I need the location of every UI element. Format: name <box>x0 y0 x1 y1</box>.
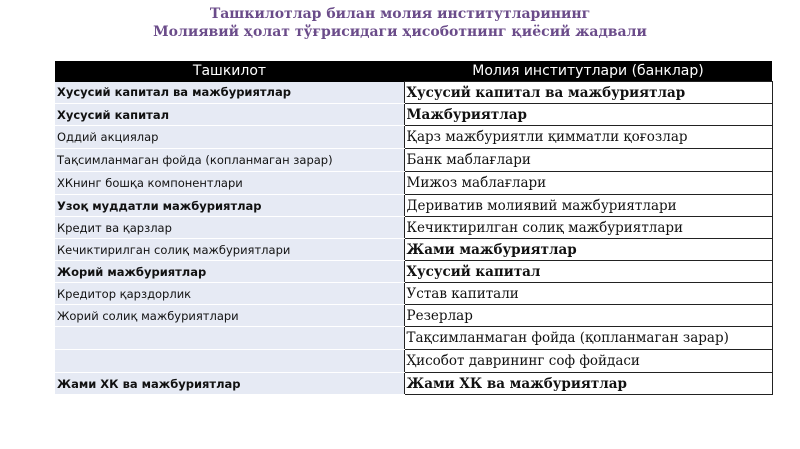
bank-cell: Жами ХК ва мажбуриятлар <box>404 373 772 395</box>
bank-cell: Хусусий капитал ва мажбуриятлар <box>404 82 772 104</box>
table-row <box>55 261 772 283</box>
table-row <box>55 104 772 126</box>
table-row <box>55 126 772 149</box>
bank-cell: Резерлар <box>404 305 772 327</box>
table-row <box>55 172 772 195</box>
table-header-row <box>55 61 772 82</box>
table-title-line-2: Молиявий ҳолат тўғрисидаги ҳисоботнинг қиёсий жадвали <box>153 24 647 40</box>
organization-cell: Жами ХК ва мажбуриятлар <box>55 373 404 395</box>
bank-cell: Устав капитали <box>404 283 772 305</box>
organization-cell: Оддий акциялар <box>55 126 404 149</box>
bank-cell: Жами мажбуриятлар <box>404 239 772 261</box>
table-title-line-1: Ташкилотлар билан молия институтларининг <box>209 6 591 22</box>
bank-cell: Тақсимланмаган фойда (қопланмаган зарар) <box>404 327 772 350</box>
table-row <box>55 195 772 217</box>
table-row <box>55 82 772 104</box>
bank-cell: Мижоз маблағлари <box>404 172 772 195</box>
table-row <box>55 305 772 327</box>
bank-cell: Ҳисобот даврининг соф фойдаси <box>404 350 772 373</box>
organization-cell: Тақсимланмаган фойда (копланмаган зарар) <box>55 149 404 172</box>
bank-cell: Хусусий капитал <box>404 261 772 283</box>
bank-cell: Банк маблағлари <box>404 149 772 172</box>
table-row <box>55 373 772 395</box>
bank-cell: Мажбуриятлар <box>404 104 772 126</box>
bank-cell: Кечиктирилган солиқ мажбуриятлари <box>404 217 772 239</box>
organization-cell: Жорий мажбуриятлар <box>55 261 404 283</box>
organization-cell: Кредит ва қарзлар <box>55 217 404 239</box>
organization-cell: Хусусий капитал <box>55 104 404 126</box>
table-row <box>55 350 772 373</box>
comparison-table <box>55 61 773 395</box>
bank-cell: Дериватив молиявий мажбуриятлари <box>404 195 772 217</box>
organization-cell: Кечиктирилган солиқ мажбуриятлари <box>55 239 404 261</box>
organization-cell <box>55 350 404 373</box>
header-financial-institutions: Молия институтлари (банклар) <box>404 61 772 82</box>
organization-cell: Жорий солиқ мажбуриятлари <box>55 305 404 327</box>
organization-cell: Узоқ муддатли мажбуриятлар <box>55 195 404 217</box>
header-organization: Ташкилот <box>55 61 404 82</box>
organization-cell: Хусусий капитал ва мажбуриятлар <box>55 82 404 104</box>
table-row <box>55 239 772 261</box>
organization-cell: Кредитор қарздорлик <box>55 283 404 305</box>
organization-cell <box>55 327 404 350</box>
table-row <box>55 149 772 172</box>
table-row <box>55 217 772 239</box>
table-row <box>55 327 772 350</box>
bank-cell: Қарз мажбуриятли қимматли қоғозлар <box>404 126 772 149</box>
table-row <box>55 283 772 305</box>
organization-cell: ХКнинг бошқа компонентлари <box>55 172 404 195</box>
